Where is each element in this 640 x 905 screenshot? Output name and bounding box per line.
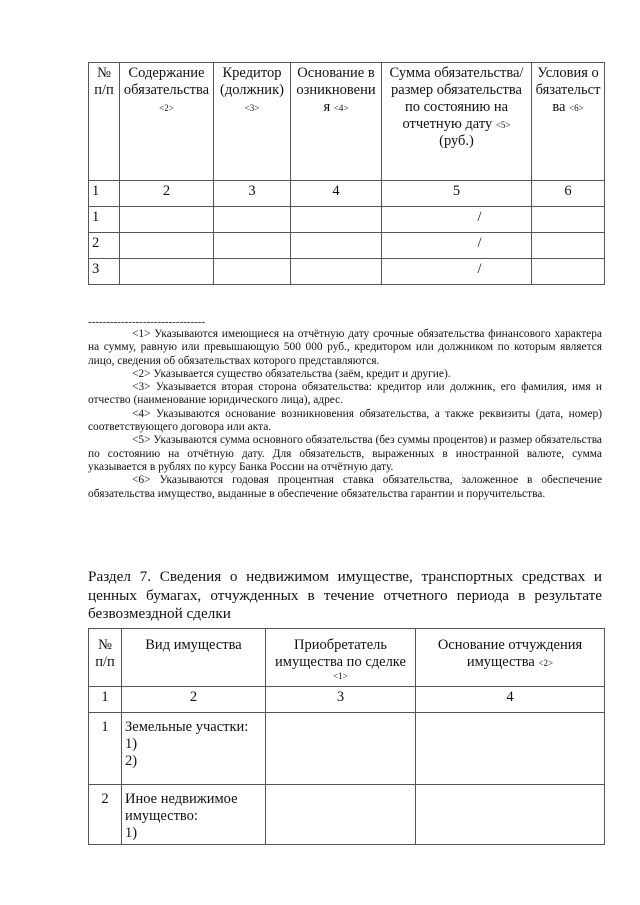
footnote-1: <1> Указываются имеющиеся на отчётную дату срочные обязательства финансового характера на сумму, равную или превышающую 500 000 руб., кредитором или должником по которым является лицо, сведения об обязательствах которого представляются. [88, 328, 602, 367]
terms-cell[interactable] [532, 233, 605, 259]
section-title: Раздел 7. Сведения о недвижимом имуществе, транспортных средствах и ценных бумагах, отчужденных в течение отчетного периода в результате безвозмездной сделки [88, 568, 602, 622]
amount-cell[interactable] [382, 207, 532, 233]
header-number [89, 63, 120, 181]
alienated-property-table [88, 628, 605, 845]
row-number: 2 [89, 785, 122, 845]
column-number: 6 [532, 181, 605, 207]
footnote-2: <2> Указывается существо обязательства (заём, кредит и другие). [132, 367, 451, 380]
header-text: Сумма обязательства/размер обязательства по состоянию на отчетную дату [389, 65, 524, 132]
footnotes [88, 328, 602, 501]
row-number: 2 [89, 233, 120, 259]
content-cell[interactable] [120, 207, 214, 233]
column-number: 4 [291, 181, 382, 207]
header-amount [382, 63, 532, 181]
row-number: 3 [89, 259, 120, 285]
row-number: 1 [89, 713, 122, 785]
property-category: Земельные участки: [125, 719, 249, 735]
header-text: № п/п [94, 65, 114, 98]
footnote-separator: -------------------------------- [88, 316, 206, 328]
footnote-ref: <6> [569, 103, 584, 113]
amount-separator: / [477, 209, 482, 225]
row-number: 1 [89, 207, 120, 233]
header-text: Содержание обязательства [123, 65, 210, 98]
property-item: 2) [125, 753, 138, 769]
table-row [89, 207, 605, 233]
property-type-cell [122, 785, 266, 845]
header-basis [291, 63, 382, 181]
header-creditor [214, 63, 291, 181]
header-property-type [122, 629, 266, 687]
header-text: Кредитор (должник) [220, 65, 284, 98]
header-text: Основание возникновения [296, 65, 376, 115]
column-number: 5 [382, 181, 532, 207]
creditor-cell[interactable] [214, 207, 291, 233]
property-item: 1) [125, 825, 138, 841]
table-row [89, 233, 605, 259]
creditor-cell[interactable] [214, 233, 291, 259]
table-row [89, 713, 605, 785]
footnote-ref: <2> [538, 658, 554, 668]
header-alienation-basis [416, 629, 605, 687]
amount-cell[interactable] [382, 233, 532, 259]
obligations-table [88, 62, 605, 285]
acquirer-cell[interactable] [266, 713, 416, 785]
amount-separator: / [477, 261, 482, 277]
header-text: Основание отчуждения имущества [437, 637, 583, 670]
footnote-ref: <4> [333, 103, 349, 113]
table-header-row [89, 629, 605, 687]
acquirer-cell[interactable] [266, 785, 416, 845]
basis-cell[interactable] [291, 233, 382, 259]
column-number: 3 [266, 687, 416, 713]
table-header-row [89, 63, 605, 181]
column-number: 1 [89, 687, 122, 713]
header-content [120, 63, 214, 181]
footnote-ref: <3> [244, 103, 260, 113]
alienation-basis-cell[interactable] [416, 785, 605, 845]
footnote-6: <6> Указываются годовая процентная ставка обязательства, заложенное в обеспечение обязательства имущество, выданные в обеспечение обязательства гарантии и поручительства. [88, 474, 602, 500]
header-number [89, 629, 122, 687]
header-text: Приобретатель имущества по сделке [275, 637, 406, 670]
table-row [89, 259, 605, 285]
column-number-row [89, 181, 605, 207]
terms-cell[interactable] [532, 259, 605, 285]
property-type-cell [122, 713, 266, 785]
footnote-5: <5> Указываются сумма основного обязательства (без суммы процентов) и размер обязательства по состоянию на отчётную дату. Для обязательств, выраженных в иностранной валюте, сумма указывается в рублях по курсу Банка России на отчётную дату. [88, 434, 602, 473]
content-cell[interactable] [120, 233, 214, 259]
basis-cell[interactable] [291, 207, 382, 233]
property-item: 1) [125, 736, 138, 752]
amount-separator: / [477, 235, 482, 251]
content-cell[interactable] [120, 259, 214, 285]
column-number: 3 [214, 181, 291, 207]
creditor-cell[interactable] [214, 259, 291, 285]
column-number: 4 [416, 687, 605, 713]
property-category: Иное недвижимое имущество: [125, 791, 238, 824]
header-acquirer [266, 629, 416, 687]
column-number: 2 [120, 181, 214, 207]
column-number-row [89, 687, 605, 713]
header-text: Вид имущества [145, 637, 242, 653]
alienation-basis-cell[interactable] [416, 713, 605, 785]
column-number: 2 [122, 687, 266, 713]
table-row [89, 785, 605, 845]
column-number: 1 [89, 181, 120, 207]
footnote-4: <4> Указываются основание возникновения обязательства, а также реквизиты (дата, номер) соответствующего договора или акта. [88, 407, 602, 434]
header-terms [532, 63, 605, 181]
footnote-3: <3> Указывается вторая сторона обязательства: кредитор или должник, его фамилия, имя и отчество (наименование юридического лица), адрес. [88, 381, 602, 407]
footnote-ref: <2> [159, 103, 174, 113]
header-text: Условия обязательства [535, 65, 601, 115]
amount-cell[interactable] [382, 259, 532, 285]
footnote-ref: <5> [495, 120, 511, 130]
footnote-ref: <1> [333, 671, 348, 681]
header-suffix: (руб.) [439, 133, 474, 149]
terms-cell[interactable] [532, 207, 605, 233]
basis-cell[interactable] [291, 259, 382, 285]
header-text: № п/п [95, 637, 115, 670]
